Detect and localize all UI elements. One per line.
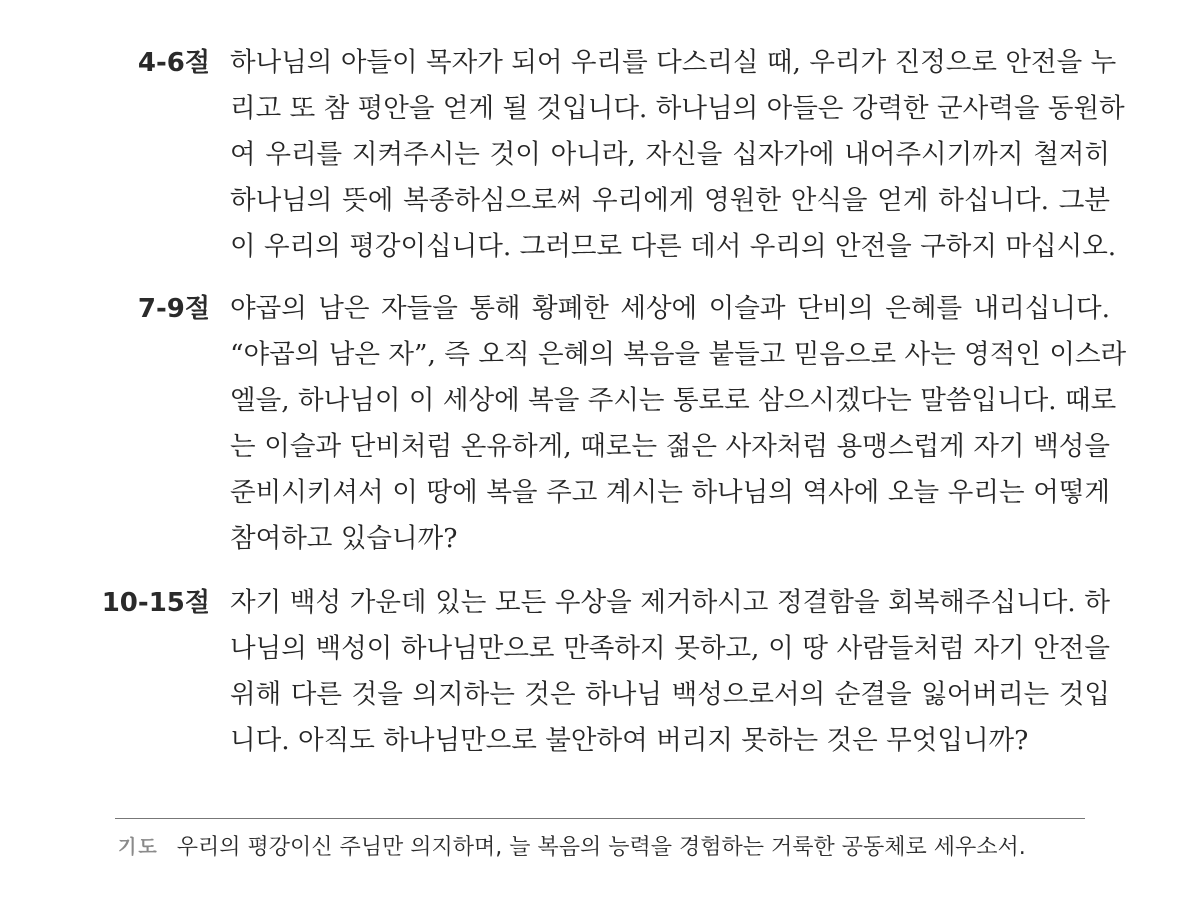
commentary-line: 이 우리의 평강이십니다. 그러므로 다른 데서 우리의 안전을 구하지 마십시오. <box>230 231 1117 262</box>
commentary-line: 자기 백성 가운데 있는 모든 우상을 제거하시고 정결함을 회복해주십니다. 하 <box>230 587 1110 618</box>
commentary-line: 하나님의 아들이 목자가 되어 우리를 다스리실 때, 우리가 진정으로 안전을 누 <box>230 47 1117 78</box>
commentary-line: 는 이슬과 단비처럼 온유하게, 때로는 젊은 사자처럼 용맹스럽게 자기 백성을 <box>230 431 1110 462</box>
verse-commentary <box>230 40 1125 270</box>
commentary-line: 여 우리를 지켜주시는 것이 아니라, 자신을 십자가에 내어주시기까지 철저히 <box>230 139 1110 170</box>
commentary-line: “야곱의 남은 자”, 즉 오직 은혜의 복음을 붙들고 믿음으로 사는 영적인 이스라 <box>230 339 1127 370</box>
verse-label: 10-15절 <box>101 588 210 618</box>
commentary-line: 리고 또 참 평안을 얻게 될 것입니다. 하나님의 아들은 강력한 군사력을 동원하 <box>230 93 1125 124</box>
commentary-line: 위해 다른 것을 의지하는 것은 하나님 백성으로서의 순결을 잃어버리는 것입 <box>230 679 1110 710</box>
section-divider <box>115 818 1085 819</box>
commentary-line: 참여하고 있습니까? <box>230 523 458 554</box>
commentary-line: 니다. 아직도 하나님만으로 불안하여 버리지 못하는 것은 무엇입니까? <box>230 725 1029 756</box>
commentary-line: 야곱의 남은 자들을 통해 황폐한 세상에 이슬과 단비의 은혜를 내리십니다. <box>230 293 1110 324</box>
commentary-line: 나님의 백성이 하나님만으로 만족하지 못하고, 이 땅 사람들처럼 자기 안전을 <box>230 633 1110 664</box>
prayer-text: 우리의 평강이신 주님만 의지하며, 늘 복음의 능력을 경험하는 거룩한 공동체로 세우소서. <box>176 835 1026 860</box>
commentary-line: 준비시키셔서 이 땅에 복을 주고 계시는 하나님의 역사에 오늘 우리는 어떻게 <box>230 477 1110 508</box>
verse-label: 7-9절 <box>137 294 210 324</box>
verse-commentary <box>230 286 1127 562</box>
commentary-line: 엘을, 하나님이 이 세상에 복을 주시는 통로로 삼으시겠다는 말씀입니다. 때로 <box>230 385 1117 416</box>
commentary-line: 하나님의 뜻에 복종하심으로써 우리에게 영원한 안식을 얻게 하십니다. 그분 <box>230 185 1110 216</box>
prayer-label: 기도 <box>118 836 159 858</box>
prayer <box>118 830 1026 870</box>
verse-commentary <box>230 580 1110 764</box>
verse-label: 4-6절 <box>137 48 210 78</box>
